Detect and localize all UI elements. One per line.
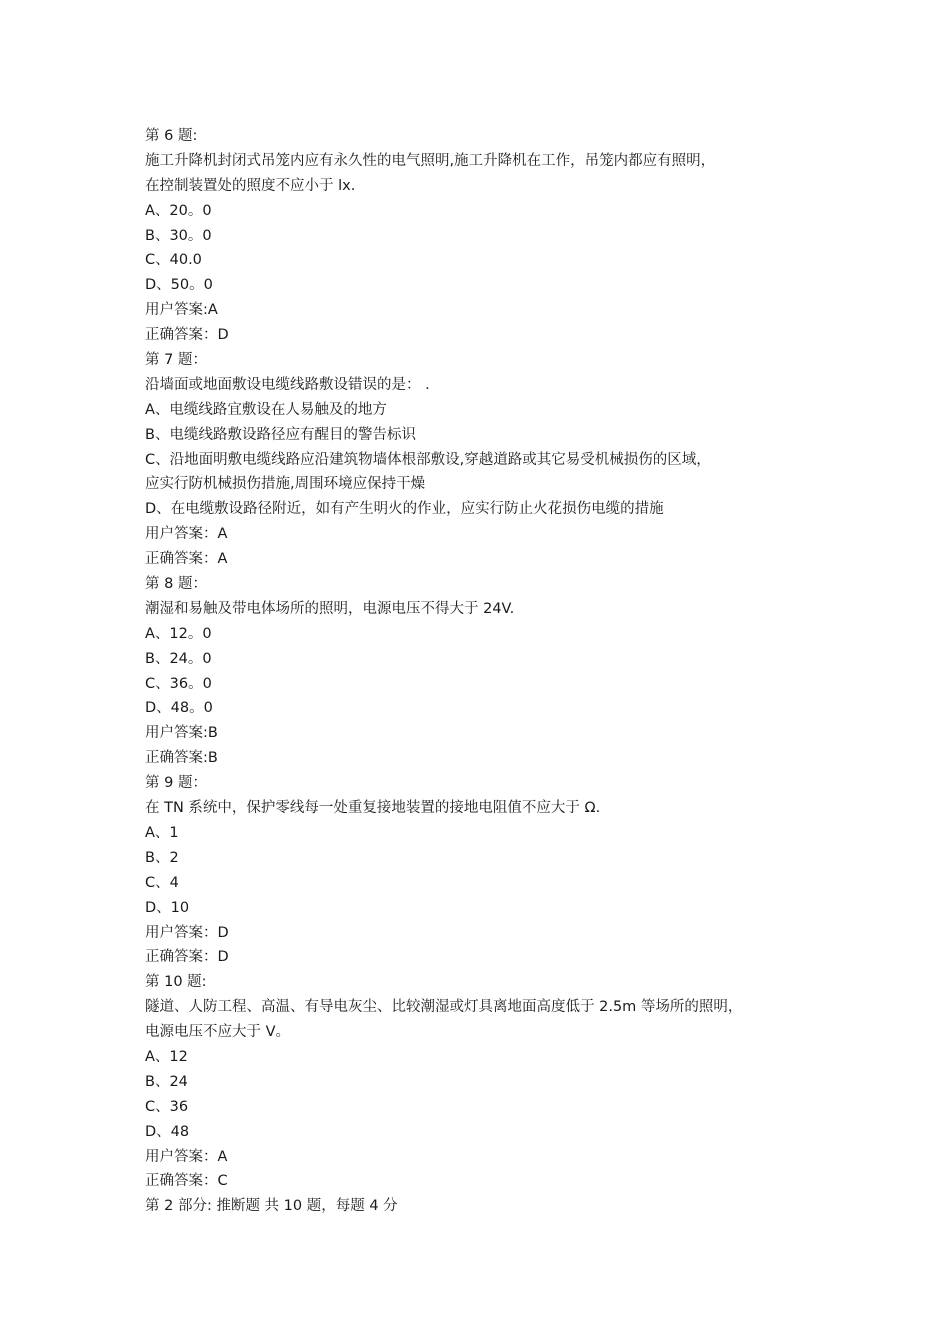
question-8-heading: 第 8 题： — [145, 576, 207, 593]
question-7-text: 沿墙面或地面敷设电缆线路敷设错误的是： . — [145, 376, 430, 393]
question-9-option-d: D、10 — [145, 899, 190, 916]
question-10-option-a: A、12 — [145, 1048, 188, 1065]
question-10-option-b: B、24 — [145, 1073, 188, 1090]
question-10-text-cont: 电源电压不应大于 V。 — [145, 1024, 291, 1041]
question-7-correct-answer: 正确答案：A — [145, 551, 228, 568]
part-2-heading: 第 2 部分: 推断题 共 10 题，每题 4 分 — [145, 1198, 398, 1215]
question-7-option-a: A、电缆线路宜敷设在人易触及的地方 — [145, 401, 387, 418]
question-10-heading: 第 10 题: — [145, 974, 207, 991]
question-10-user-answer: 用户答案：A — [145, 1148, 228, 1165]
question-6-option-b: B、30。0 — [145, 227, 212, 244]
question-6-option-a: A、20。0 — [145, 202, 212, 219]
question-9-option-c: C、4 — [145, 874, 179, 891]
question-7-heading: 第 7 题： — [145, 352, 207, 369]
question-6-option-d: D、50。0 — [145, 277, 213, 294]
question-9-correct-answer: 正确答案：D — [145, 949, 229, 966]
question-8-option-b: B、24。0 — [145, 650, 212, 667]
question-9-user-answer: 用户答案：D — [145, 924, 229, 941]
question-6-option-c: C、40.0 — [145, 252, 202, 269]
question-8-option-a: A、12。0 — [145, 625, 212, 642]
question-8-option-c: C、36。0 — [145, 675, 212, 692]
question-7-option-b: B、电缆线路敷设路径应有醒目的警告标识 — [145, 426, 416, 443]
question-9-text: 在 TN 系统中，保护零线每一处重复接地装置的接地电阻值不应大于 Ω. — [145, 800, 601, 817]
question-6-text: 施工升降机封闭式吊笼内应有永久性的电气照明,施工升降机在工作，吊笼内都应有照明， — [145, 152, 716, 169]
question-8-text: 潮湿和易触及带电体场所的照明，电源电压不得大于 24V. — [145, 600, 515, 617]
question-7-option-c: C、沿地面明敷电缆线路应沿建筑物墙体根部敷设,穿越道路或其它易受机械损伤的区域， — [145, 451, 711, 468]
question-10-option-d: D、48 — [145, 1123, 190, 1140]
question-9-heading: 第 9 题： — [145, 775, 207, 792]
question-7-option-c-cont: 应实行防机械损伤措施,周围环境应保持干燥 — [145, 476, 426, 493]
question-8-correct-answer: 正确答案:B — [145, 750, 218, 767]
question-6-text-cont: 在控制装置处的照度不应小于 lx. — [145, 177, 356, 194]
question-6-heading: 第 6 题: — [145, 128, 198, 144]
question-10-correct-answer: 正确答案：C — [145, 1173, 228, 1190]
question-10-option-c: C、36 — [145, 1098, 189, 1115]
question-6-correct-answer: 正确答案：D — [145, 327, 229, 344]
question-9-option-b: B、2 — [145, 849, 179, 866]
question-6-user-answer: 用户答案:A — [145, 302, 218, 319]
question-8-user-answer: 用户答案:B — [145, 725, 218, 742]
document-page — [145, 124, 825, 1219]
question-10-text: 隧道、人防工程、高温、有导电灰尘、比较潮湿或灯具离地面高度低于 2.5m 等场所的照明， — [145, 999, 743, 1016]
question-9-option-a: A、1 — [145, 824, 179, 841]
question-7-user-answer: 用户答案：A — [145, 526, 228, 543]
question-7-option-d: D、在电缆敷设路径附近，如有产生明火的作业，应实行防止火花损伤电缆的措施 — [145, 501, 664, 518]
question-8-option-d: D、48。0 — [145, 700, 213, 717]
